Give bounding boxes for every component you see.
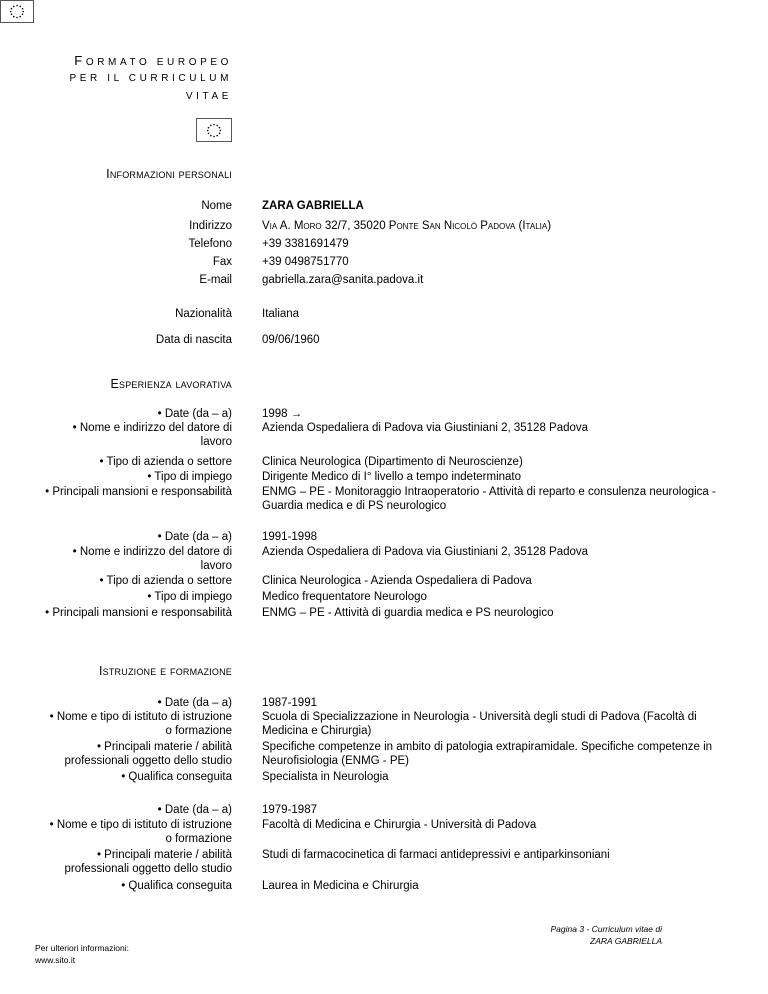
- fax-value: +39 0498751770: [262, 256, 349, 268]
- phone-value: +39 3381691479: [262, 238, 349, 250]
- edu-qualification-label: • Qualifica conseguita: [121, 771, 232, 783]
- edu-subjects-label: • Principali materie / abilità professionali oggetto dello studio: [64, 741, 232, 767]
- footer-page-info: Pagina 3 - Curriculum vitae di: [550, 924, 662, 934]
- phone-label: Telefono: [188, 238, 232, 250]
- eu-flag-icon: [196, 118, 232, 142]
- edu-date-label: • Date (da – a): [157, 697, 232, 709]
- exp-date-value: 1991-1998: [262, 531, 317, 543]
- edu-subjects-value: Studi di farmacocinetica di farmaci antidepressivi e antiparkinsoniani: [262, 849, 610, 861]
- footer-info-label: Per ulteriori informazioni:: [35, 943, 130, 953]
- exp-sector-value: Clinica Neurologica - Azienda Ospedaliera di Padova: [262, 575, 532, 587]
- edu-date-value: 1987-1991: [262, 697, 317, 709]
- email-value: gabriella.zara@sanita.padova.it: [262, 274, 424, 286]
- cv-title-line3: VITAE: [185, 91, 232, 102]
- exp-duties-label: • Principali mansioni e responsabilità: [45, 607, 232, 619]
- exp-sector-label: • Tipo di azienda o settore: [99, 575, 232, 587]
- fax-label: Fax: [212, 256, 232, 268]
- footer-author: ZARA GABRIELLA: [590, 936, 662, 946]
- edu-subjects-label: • Principali materie / abilità professionali oggetto dello studio: [64, 849, 232, 875]
- edu-institute-value: Facoltà di Medicina e Chirurgia - Università di Padova: [262, 819, 537, 831]
- exp-duties-value: ENMG – PE - Attività di guardia medica e PS neurologico: [262, 607, 554, 619]
- address-value: Via A. Moro 32/7, 35020 Ponte San Nicolò Padova (Italia): [262, 220, 552, 232]
- page-footer-right: [551, 923, 663, 947]
- edu-subjects-value: Specifiche competenze in ambito di patologia extrapiramidale. Specifiche competenze in Neurofisiologia (ENMG - PE): [262, 741, 713, 767]
- exp-employer-value: Azienda Ospedaliera di Padova via Giustiniani 2, 35128 Padova: [262, 422, 589, 434]
- birth-date-label: Data di nascita: [155, 334, 232, 346]
- nationality-label: Nazionalità: [175, 308, 232, 320]
- exp-type-label: • Tipo di impiego: [147, 471, 232, 483]
- edu-institute-label: • Nome e tipo di istituto di istruzione o formazione: [49, 819, 232, 845]
- exp-duties-value: ENMG – PE - Monitoraggio Intraoperatorio - Attività di reparto e consulenza neurologica - Guardia medica e di PS neurologico: [262, 486, 716, 512]
- edu-qualification-value: Specialista in Neurologia: [262, 771, 389, 783]
- birth-date-value: 09/06/1960: [262, 334, 320, 346]
- edu-institute-label: • Nome e tipo di istituto di istruzione o formazione: [49, 711, 232, 737]
- edu-date-value: 1979-1987: [262, 804, 317, 816]
- edu-qualification-label: • Qualifica conseguita: [121, 880, 232, 892]
- section-title-experience: Esperienza lavorativa: [110, 377, 232, 391]
- exp-type-value: Dirigente Medico di I° livello a tempo indeterminato: [262, 471, 522, 483]
- exp-employer-label: • Nome e indirizzo del datore di lavoro: [72, 546, 232, 572]
- name-value: ZARA GABRIELLA: [262, 200, 364, 212]
- exp-employer-value: Azienda Ospedaliera di Padova via Giustiniani 2, 35128 Padova: [262, 546, 589, 558]
- exp-date-value: 1998 →: [262, 408, 303, 420]
- cv-title-line2: PER IL CURRICULUM: [69, 73, 232, 84]
- exp-employer-label: • Nome e indirizzo del datore di lavoro: [72, 422, 232, 448]
- exp-type-value: Medico frequentatore Neurologo: [262, 591, 427, 603]
- exp-duties-label: • Principali mansioni e responsabilità: [45, 486, 232, 498]
- footer-website-link[interactable]: www.sito.it: [35, 955, 76, 965]
- exp-date-label: • Date (da – a): [157, 408, 232, 420]
- section-title-education: Istruzione e formazione: [98, 664, 232, 678]
- edu-date-label: • Date (da – a): [157, 804, 232, 816]
- cv-title-line1: FORMATO EUROPEO: [74, 53, 232, 68]
- email-label: E-mail: [199, 274, 232, 286]
- exp-sector-value: Clinica Neurologica (Dipartimento di Neuroscienze): [262, 456, 523, 468]
- section-title-personal: Informazioni personali: [106, 167, 232, 181]
- page-footer-left: [35, 942, 129, 966]
- exp-date-label: • Date (da – a): [157, 531, 232, 543]
- address-label: Indirizzo: [189, 220, 232, 232]
- nationality-value: Italiana: [262, 308, 300, 320]
- exp-type-label: • Tipo di impiego: [147, 591, 232, 603]
- exp-sector-label: • Tipo di azienda o settore: [99, 456, 232, 468]
- edu-institute-value: Scuola di Specializzazione in Neurologia - Università degli studi di Padova (Facoltà di Medicina e Chirurgia): [262, 711, 697, 737]
- eu-flag-icon: [0, 0, 34, 23]
- edu-qualification-value: Laurea in Medicina e Chirurgia: [262, 880, 419, 892]
- name-label: Nome: [201, 200, 232, 212]
